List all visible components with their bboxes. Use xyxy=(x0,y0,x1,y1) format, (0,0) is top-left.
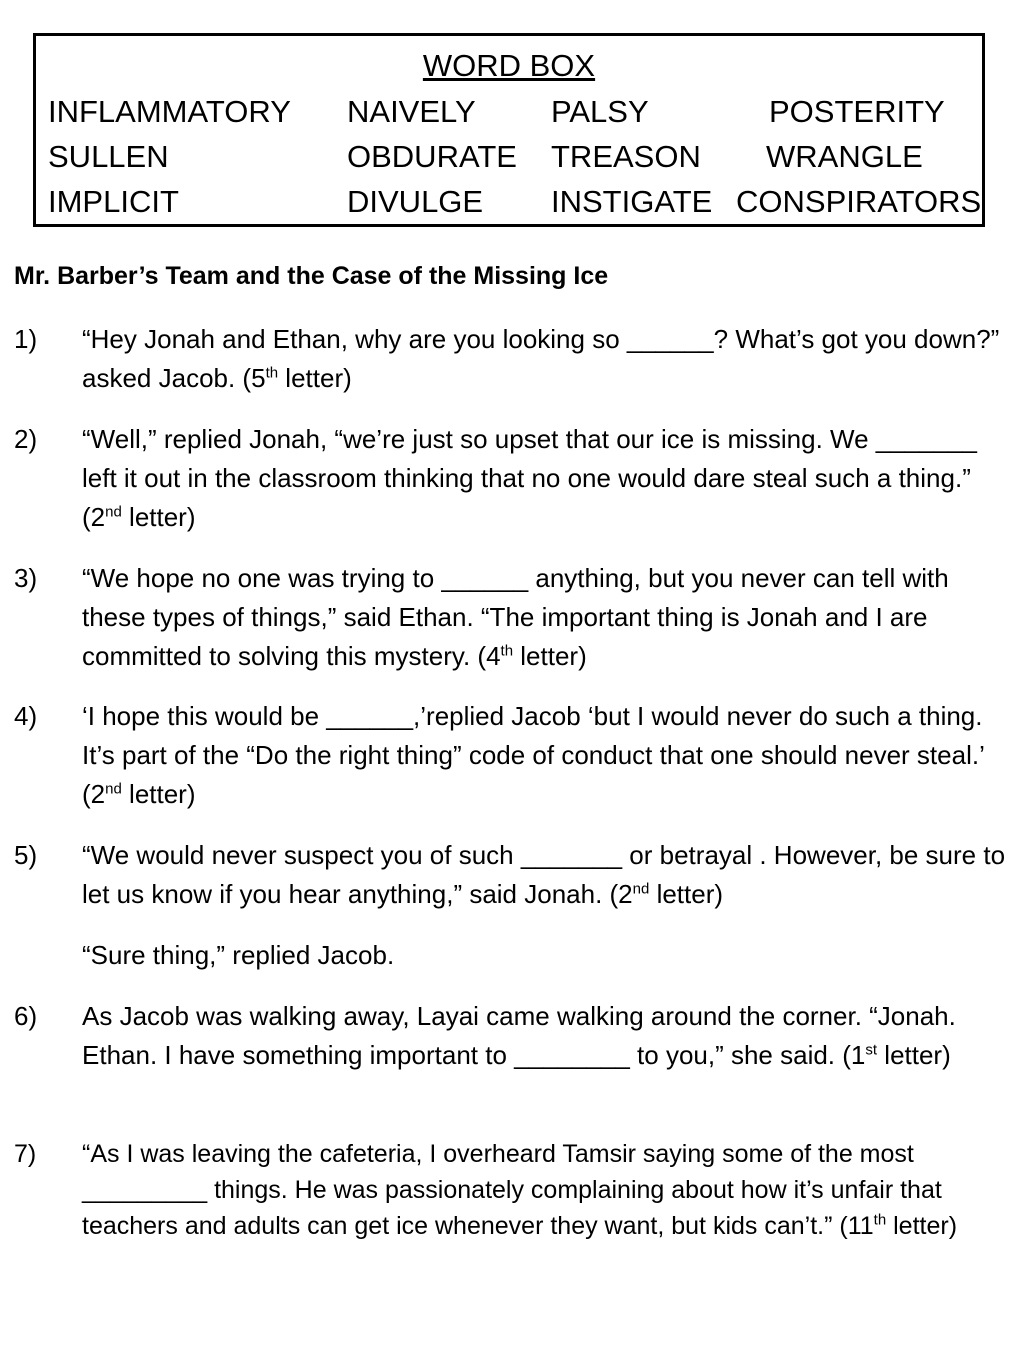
question-text: “Hey Jonah and Ethan, why are you looking so ______? What’s got you down?” asked Jacob. (5 xyxy=(82,324,1000,393)
question-item xyxy=(14,697,1014,814)
question-ordinal: th xyxy=(873,1211,887,1229)
dialogue-line xyxy=(14,936,1014,975)
question-tail: letter) xyxy=(649,879,724,909)
question-ordinal: nd xyxy=(632,880,650,898)
question-item xyxy=(14,997,1014,1075)
question-ordinal: th xyxy=(500,642,514,660)
question-item xyxy=(14,836,1014,914)
question-number: 6) xyxy=(14,1001,38,1031)
dialogue-text: “Sure thing,” replied Jacob. xyxy=(82,940,395,970)
word-box-word: INFLAMMATORY xyxy=(48,94,291,129)
word-box-word: IMPLICIT xyxy=(48,184,179,219)
question-text: “Well,” replied Jonah, “we’re just so upset that our ice is missing. We _______ left it out in the classroom thinking that no one would dare steal such a thing.” (2 xyxy=(82,424,978,532)
question-tail: letter) xyxy=(121,779,196,809)
question-number: 5) xyxy=(14,840,38,870)
question-tail: letter) xyxy=(886,1212,958,1240)
question-text: “We would never suspect you of such _______ or betrayal . However, be sure to let us know if you hear anything,” said Jonah. (2 xyxy=(82,840,1006,909)
word-box-word: NAIVELY xyxy=(347,94,476,129)
question-tail: letter) xyxy=(513,641,587,671)
question-text: As Jacob was walking away, Layai came walking around the corner. “Jonah. Ethan. I have something important to ________ to you,” she said. (1 xyxy=(82,1001,956,1070)
question-tail: letter) xyxy=(121,502,196,532)
question-tail: letter) xyxy=(877,1040,951,1070)
word-box-word: CONSPIRATORS xyxy=(736,184,982,219)
question-ordinal: th xyxy=(265,364,279,382)
word-box-title: WORD BOX xyxy=(422,48,596,83)
question-number: 2) xyxy=(14,424,38,454)
word-box-word: WRANGLE xyxy=(766,139,923,174)
question-item xyxy=(14,1136,1014,1244)
word-box-word: TREASON xyxy=(551,139,701,174)
question-item xyxy=(14,559,1014,676)
word-box-word: SULLEN xyxy=(48,139,169,174)
question-ordinal: nd xyxy=(105,780,122,798)
question-item xyxy=(14,420,1014,537)
word-box-word: PALSY xyxy=(551,94,649,129)
story-title: Mr. Barber’s Team and the Case of the Missing Ice xyxy=(14,262,609,290)
question-ordinal: st xyxy=(865,1041,878,1059)
question-number: 1) xyxy=(14,324,38,354)
question-number: 3) xyxy=(14,563,38,593)
question-number: 7) xyxy=(14,1140,37,1168)
word-box-word: DIVULGE xyxy=(347,184,484,219)
word-box xyxy=(33,33,985,227)
word-box-word: OBDURATE xyxy=(347,139,517,174)
word-box-word: INSTIGATE xyxy=(551,184,713,219)
question-number: 4) xyxy=(14,701,38,731)
question-text: ‘I hope this would be ______,’replied Jacob ‘but I would never do such a thing. It’s part of the “Do the right thing” code of conduct that one should never steal.’ (2 xyxy=(82,701,984,809)
question-text: “We hope no one was trying to ______ anything, but you never can tell with these types of things,” said Ethan. “The important thing is Jonah and I are committed to solving this mystery. (4 xyxy=(82,563,949,671)
word-box-word: POSTERITY xyxy=(769,94,945,129)
question-tail: letter) xyxy=(278,363,352,393)
question-ordinal: nd xyxy=(105,503,122,521)
question-text: “As I was leaving the cafeteria, I overheard Tamsir saying some of the most _________ things. He was passionately complaining about how it’s unfair that teachers and adults can get ice whenever they want, but kids can’t.” (11 xyxy=(82,1140,942,1240)
question-item xyxy=(14,320,1014,398)
